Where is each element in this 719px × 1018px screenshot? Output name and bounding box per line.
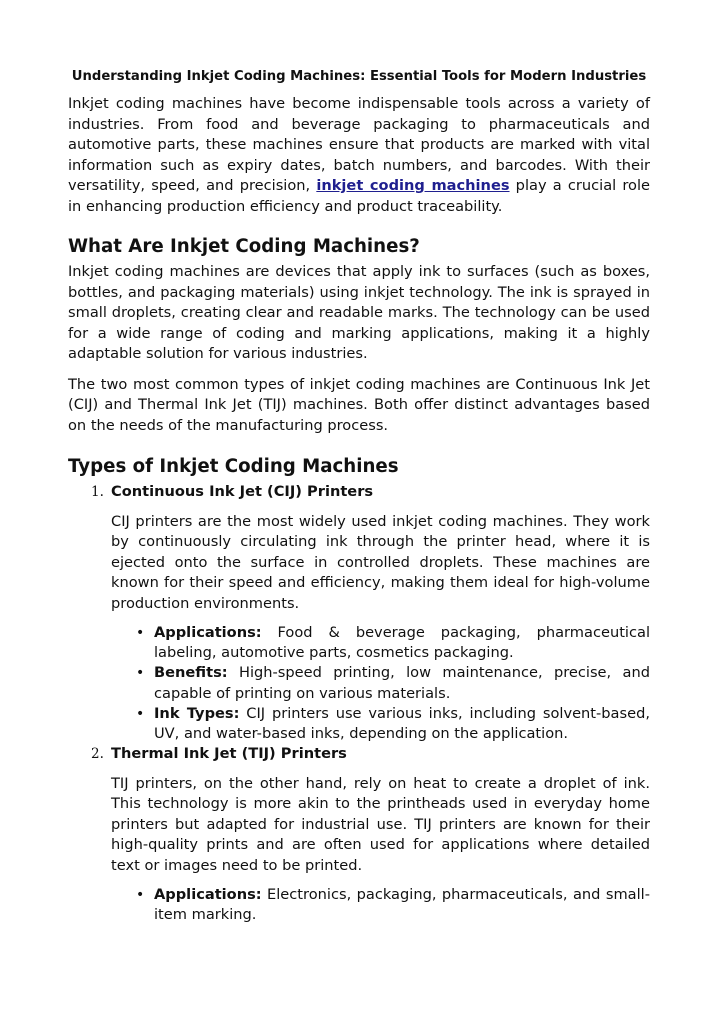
bullet-icon: • — [136, 887, 145, 904]
section-heading-what-are: What Are Inkjet Coding Machines? — [68, 236, 420, 257]
cij-bullet-list — [111, 623, 650, 744]
bullet-item-ink-types — [111, 704, 650, 744]
tij-bullet-list — [111, 885, 650, 925]
bullet-text: High-speed printing, low maintenance, precise, and capable of printing on various materials. — [154, 664, 650, 702]
bullet-icon: • — [136, 665, 145, 682]
intro-text-after-link: play a crucial role in enhancing production efficiency and product traceability. — [68, 177, 650, 215]
bullet-item-applications — [111, 623, 650, 663]
cij-title: Continuous Ink Jet (CIJ) Printers — [111, 483, 374, 500]
bullet-item-benefits — [111, 663, 650, 703]
inkjet-coding-machines-link[interactable]: inkjet coding machines — [316, 177, 510, 194]
bullet-label: Applications: — [154, 624, 262, 641]
section1-paragraph-2: The two most common types of inkjet coding machines are Continuous Ink Jet (CIJ) and Thermal Ink Jet (TIJ) machines. Both offer distinct advantages based on the needs of the manufacturing process. — [68, 375, 650, 434]
document-page — [68, 68, 650, 926]
list-item-cij — [68, 482, 650, 744]
bullet-text: Electronics, packaging, pharmaceuticals, and small-item marking. — [154, 886, 650, 924]
bullet-text: Food & beverage packaging, pharmaceutical labeling, automotive parts, cosmetics packaging. — [154, 624, 650, 662]
bullet-icon: • — [136, 705, 145, 722]
cij-description: CIJ printers are the most widely used inkjet coding machines. They work by continuously circulating ink through the printer head, where it is ejected onto the surface in controlled droplets. These machines are known for their speed and efficiency, making them ideal for high-volume production environments. — [111, 512, 650, 612]
intro-paragraph — [68, 94, 650, 217]
document-title: Understanding Inkjet Coding Machines: Essential Tools for Modern Industries — [71, 69, 647, 84]
bullet-text: CIJ printers use various inks, including solvent-based, UV, and water-based inks, depending on the application. — [154, 704, 650, 743]
list-number: 2. — [91, 746, 104, 763]
section-heading-types: Types of Inkjet Coding Machines — [68, 456, 399, 477]
tij-description: TIJ printers, on the other hand, rely on heat to create a droplet of ink. This technology is more akin to the printheads used in everyday home printers but adapted for industrial use. TIJ printers are known for their high-quality prints and are often used for applications where detailed text or images need to be printed. — [111, 774, 650, 874]
bullet-label: Benefits: — [154, 664, 228, 682]
section1-paragraph-1: Inkjet coding machines are devices that apply ink to surfaces (such as boxes, bottles, and packaging materials) using inkjet technology. The ink is sprayed in small droplets, creating clear and readable marks. The technology can be used for a wide range of coding and marking applications, making it a highly adaptable solution for various industries. — [68, 263, 650, 362]
bullet-item-applications — [111, 885, 650, 925]
printer-types-list — [68, 482, 650, 926]
list-number: 1. — [91, 484, 104, 500]
tij-title: Thermal Ink Jet (TIJ) Printers — [111, 745, 347, 763]
intro-text-before-link: Inkjet coding machines have become indispensable tools across a variety of industries. From food and beverage packaging to pharmaceuticals and automotive parts, these machines ensure that products are marked with vital information such as expiry dates, batch numbers, and barcodes. With their versatility, speed, and precision, — [68, 95, 650, 194]
bullet-icon: • — [136, 625, 145, 641]
bullet-label: Ink Types: — [154, 704, 240, 722]
bullet-label: Applications: — [154, 886, 262, 904]
list-item-tij — [68, 744, 650, 925]
